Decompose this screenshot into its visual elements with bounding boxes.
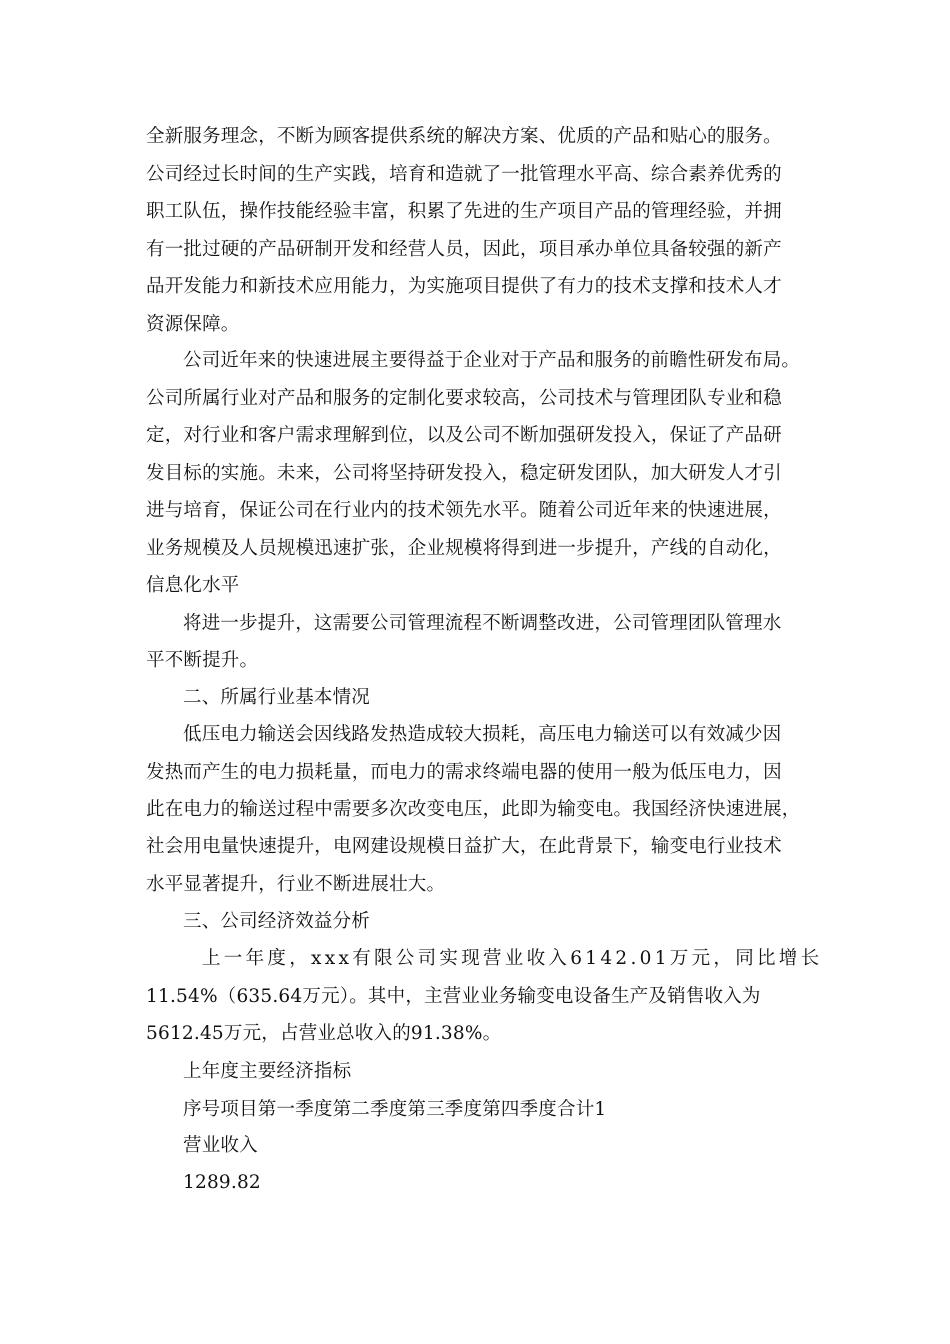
table-header-row: 序号项目第一季度第二季度第三季度第四季度合计1	[183, 1099, 607, 1120]
paragraph-line: 定，对行业和客户需求理解到位，以及公司不断加强研发投入，保证了产品研	[146, 425, 782, 446]
paragraph-line: 平不断提升。	[146, 650, 259, 671]
paragraph-line: 将进一步提升，这需要公司管理流程不断调整改进，公司管理团队管理水	[183, 613, 782, 634]
paragraph-line: 职工队伍，操作技能经验丰富，积累了先进的生产项目产品的管理经验，并拥	[146, 201, 782, 222]
paragraph-line: 品开发能力和新技术应用能力，为实施项目提供了有力的技术支撑和技术人才	[146, 276, 782, 297]
paragraph-line: 进与培育，保证公司在行业内的技术领先水平。随着公司近年来的快速进展，	[146, 500, 782, 521]
paragraph-line: 水平显著提升，行业不断进展壮大。	[146, 874, 446, 895]
section-heading: 三、公司经济效益分析	[183, 911, 371, 932]
paragraph-line: 11.54%（635.64万元）。其中，主营业业务输变电设备生产及销售收入为	[146, 986, 761, 1007]
paragraph-line: 此在电力的输送过程中需要多次改变电压，此即为输变电。我国经济快速进展，	[146, 799, 801, 820]
paragraph-line: 有一批过硬的产品研制开发和经营人员，因此，项目承办单位具备较强的新产	[146, 239, 782, 260]
table-row-label: 营业收入	[183, 1135, 258, 1156]
paragraph-line: 信息化水平	[146, 575, 240, 596]
paragraph-line: 公司所属行业对产品和服务的定制化要求较高，公司技术与管理团队专业和稳	[146, 388, 782, 409]
section-heading: 二、所属行业基本情况	[183, 687, 371, 708]
paragraph-line: 5612.45万元，占营业总收入的91.38%。	[146, 1023, 502, 1044]
paragraph-line: 上一年度，xxx有限公司实现营业收入6142.01万元，同比增长	[202, 948, 823, 969]
paragraph-line: 全新服务理念，不断为顾客提供系统的解决方案、优质的产品和贴心的服务。	[146, 126, 782, 147]
paragraph-line: 资源保障。	[146, 314, 240, 335]
paragraph-line: 公司经过长时间的生产实践，培育和造就了一批管理水平高、综合素养优秀的	[146, 164, 782, 185]
paragraph-line: 业务规模及人员规模迅速扩张，企业规模将得到进一步提升，产线的自动化，	[146, 538, 782, 559]
paragraph-line: 低压电力输送会因线路发热造成较大损耗，高压电力输送可以有效减少因	[183, 724, 782, 745]
paragraph-line: 发目标的实施。未来，公司将坚持研发投入，稳定研发团队，加大研发人才引	[146, 463, 782, 484]
paragraph-line: 公司近年来的快速进展主要得益于企业对于产品和服务的前瞻性研发布局。	[183, 350, 801, 371]
table-title: 上年度主要经济指标	[183, 1061, 352, 1082]
paragraph-line: 发热而产生的电力损耗量，而电力的需求终端电器的使用一般为低压电力，因	[146, 762, 782, 783]
table-cell-value: 1289.82	[183, 1172, 261, 1193]
paragraph-line: 社会用电量快速提升，电网建设规模日益扩大，在此背景下，输变电行业技术	[146, 836, 782, 857]
